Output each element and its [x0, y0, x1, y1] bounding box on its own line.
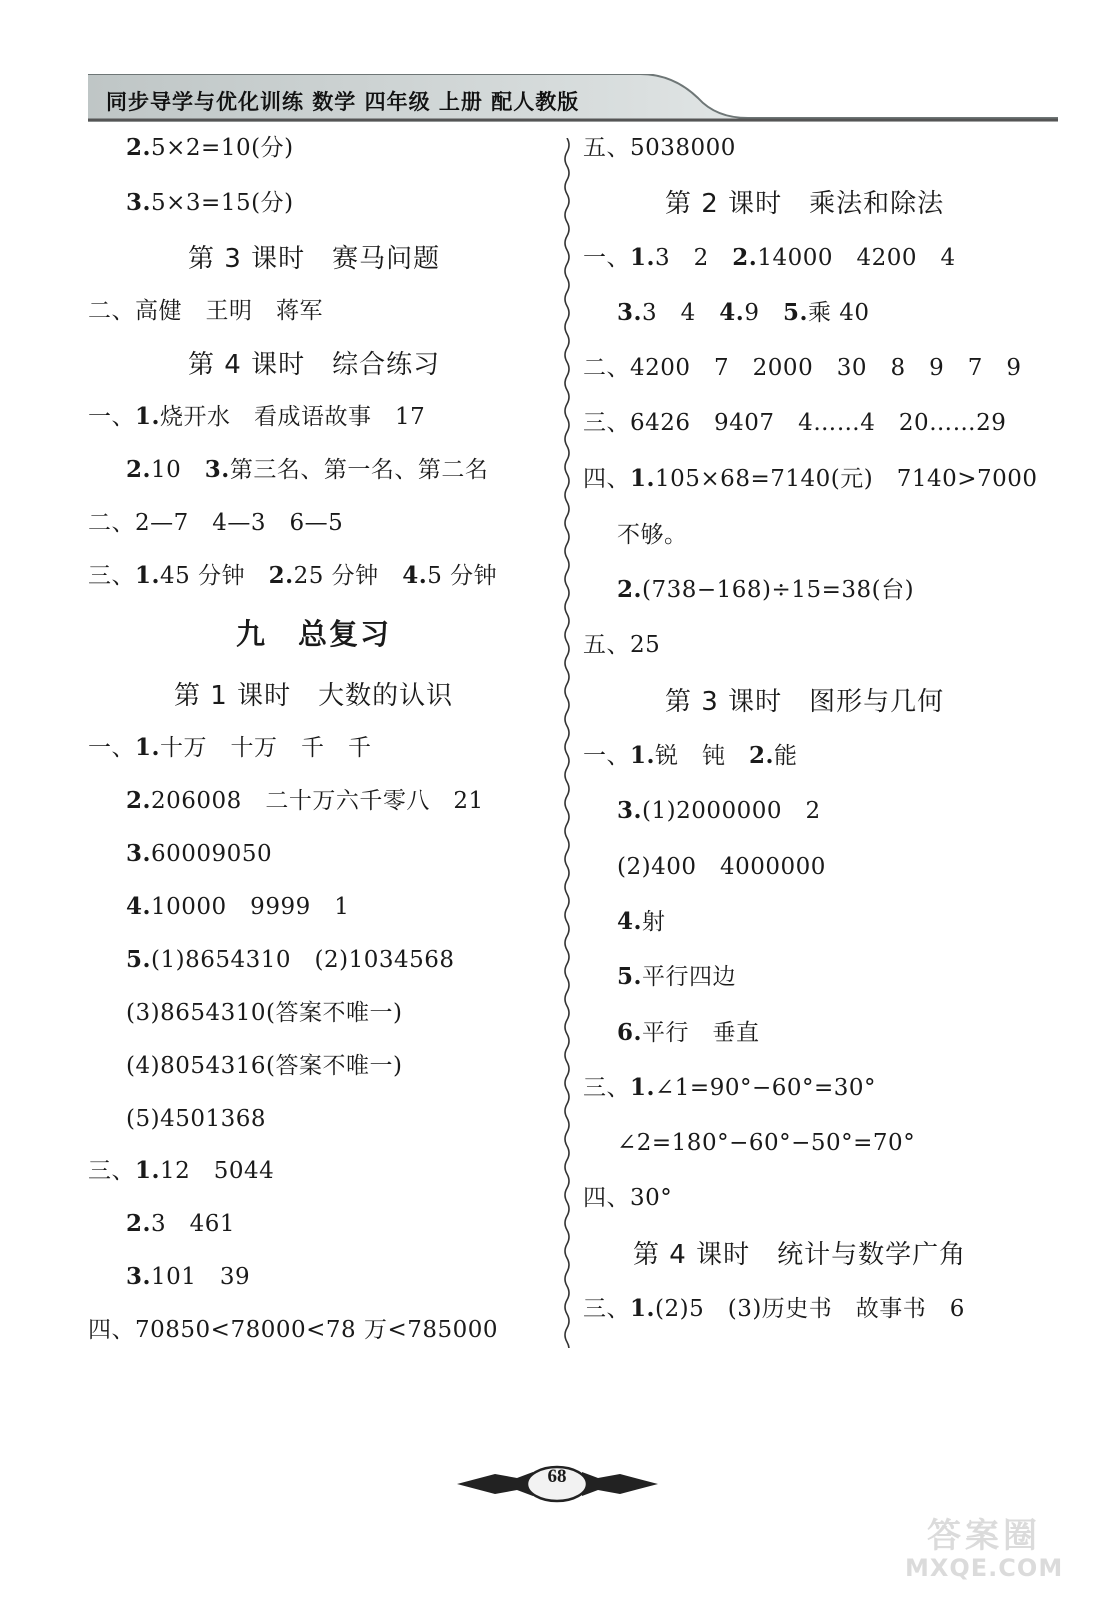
answer-line: (4)8054316(答案不唯一): [126, 1053, 403, 1079]
chapter-heading: 九 总复习: [236, 617, 392, 651]
answer-line: 三、1.(2)5 (3)历史书 故事书 6: [583, 1295, 965, 1322]
header-title: 同步导学与优化训练 数学 四年级 上册 配人教版: [106, 89, 580, 114]
answer-line: 三、6426 9407 4……4 20……29: [583, 410, 1007, 436]
answer-line: 三、1.12 5044: [88, 1157, 275, 1184]
lesson-heading: 第 3 课时 赛马问题: [188, 244, 441, 274]
answer-line: 一、1.烧开水 看成语故事 17: [88, 403, 426, 430]
answer-line: 2.206008 二十万六千零八 21: [126, 787, 484, 814]
answer-line: 5.平行四边: [617, 963, 737, 990]
answer-line: 2.5×2=10(分): [126, 134, 294, 161]
answer-line: 2.(738−168)÷15=38(台): [617, 576, 915, 603]
answer-line: 3.5×3=15(分): [126, 189, 294, 216]
answer-line: (2)400 4000000: [617, 854, 826, 880]
answer-line: 一、1.十万 十万 千 千: [88, 734, 372, 761]
watermark-text: MXQE.COM: [905, 1554, 1064, 1582]
answer-line: 4.10000 9999 1: [126, 893, 350, 920]
lesson-heading: 第 4 课时 综合练习: [188, 350, 441, 380]
answer-line: 3.101 39: [126, 1263, 251, 1290]
answer-line: 二、2—7 4—3 6—5: [88, 510, 344, 536]
watermark-mark: 答案圈: [927, 1516, 1041, 1556]
answer-line: ∠2=180°−60°−50°=70°: [617, 1130, 916, 1156]
answer-line: 四、1.105×68=7140(元) 7140>7000: [583, 465, 1038, 492]
answer-line: 3.60009050: [126, 840, 273, 867]
answer-line: 一、1.3 2 2.14000 4200 4: [583, 244, 956, 271]
answer-line: 五、5038000: [583, 135, 736, 161]
answer-line: 四、30°: [583, 1185, 673, 1211]
column-divider: [560, 138, 574, 1348]
watermark-logo: [905, 1508, 1095, 1588]
answer-line: 一、1.锐 钝 2.能: [583, 742, 798, 769]
page-number: 68: [547, 1466, 567, 1487]
answer-line: 二、4200 7 2000 30 8 9 7 9: [583, 355, 1022, 381]
answer-line: 四、70850<78000<78 万<785000: [88, 1317, 499, 1343]
answer-line: 不够。: [617, 522, 688, 548]
answer-line: 三、1.45 分钟 2.25 分钟 4.5 分钟: [88, 562, 498, 589]
page-header: [88, 74, 1058, 122]
answer-line: (5)4501368: [126, 1106, 267, 1132]
lesson-heading: 第 3 课时 图形与几何: [665, 687, 945, 717]
answer-line: 三、1.∠1=90°−60°=30°: [583, 1074, 877, 1101]
lesson-heading: 第 2 课时 乘法和除法: [665, 189, 945, 219]
answer-line: 5.(1)8654310 (2)1034568: [126, 946, 455, 973]
answer-line: 6.平行 垂直: [617, 1019, 760, 1046]
answer-line: (3)8654310(答案不唯一): [126, 1000, 403, 1026]
answer-line: 2.10 3.第三名、第一名、第二名: [126, 456, 489, 483]
answer-line: 3.3 4 4.9 5.乘 40: [617, 299, 870, 326]
lesson-heading: 第 1 课时 大数的认识: [174, 681, 454, 711]
answer-line: 2.3 461: [126, 1210, 236, 1237]
answer-line: 3.(1)2000000 2: [617, 797, 821, 824]
answer-line: 4.射: [617, 908, 666, 935]
answer-line: 五、25: [583, 632, 661, 658]
lesson-heading: 第 4 课时 统计与数学广角: [633, 1240, 967, 1270]
answer-line: 二、高健 王明 蒋军: [88, 298, 323, 324]
